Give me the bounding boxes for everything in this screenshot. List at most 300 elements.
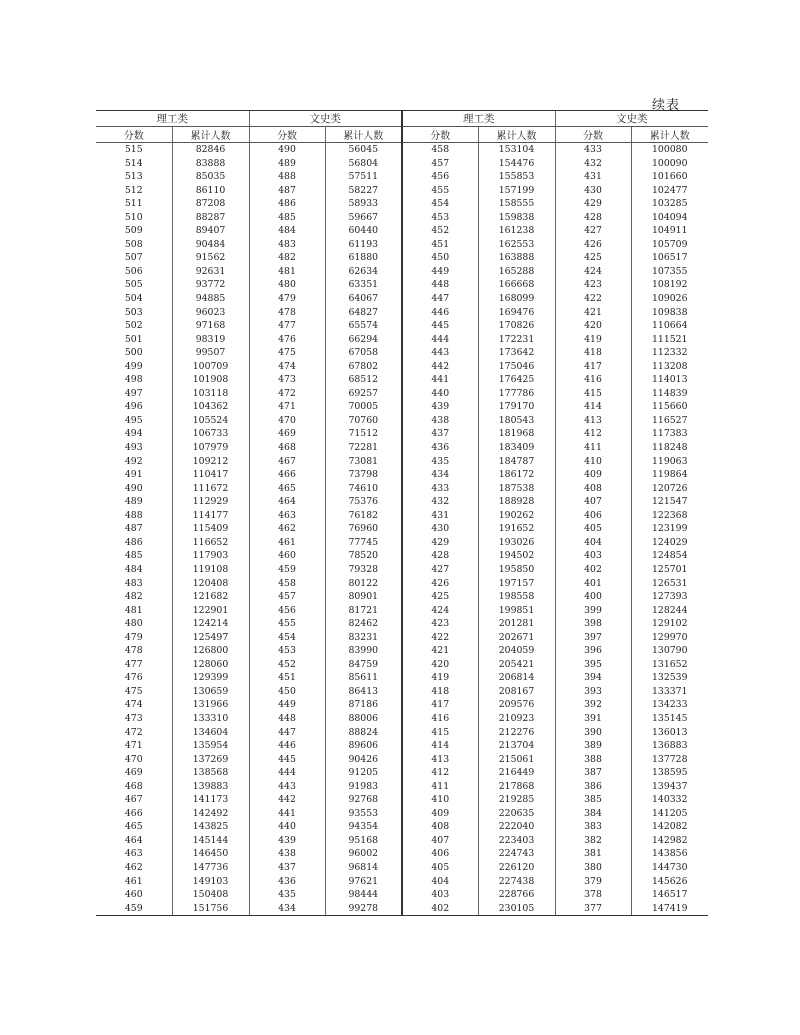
score-cell: 509	[124, 225, 143, 237]
score-cell: 442	[249, 793, 325, 807]
score-cell: 463	[124, 848, 143, 860]
score-cell: 384	[555, 807, 631, 821]
score-cell: 426	[402, 577, 478, 591]
cumulative-count-cell: 99278	[325, 902, 402, 916]
table-row	[96, 509, 708, 523]
score-cell: 497	[124, 387, 143, 399]
score-cell: 475	[249, 346, 325, 360]
score-cell: 443	[249, 780, 325, 794]
score-cell: 449	[402, 265, 478, 279]
cumulative-count-cell: 142982	[631, 834, 708, 848]
cumulative-count-cell: 85035	[172, 170, 249, 184]
score-cell: 483	[249, 238, 325, 252]
score-cell: 466	[249, 468, 325, 482]
cumulative-count-cell: 213704	[478, 739, 555, 753]
cumulative-count-cell: 194502	[478, 549, 555, 563]
score-cell: 452	[402, 224, 478, 238]
cumulative-count-cell: 179170	[478, 400, 555, 414]
score-cell: 462	[249, 522, 325, 536]
table-row	[96, 617, 708, 631]
score-cell: 506	[124, 265, 143, 277]
cumulative-count-cell: 146517	[631, 888, 708, 902]
score-cell: 413	[555, 414, 631, 428]
cumulative-count-cell: 230105	[478, 902, 555, 916]
score-cell: 481	[249, 265, 325, 279]
cumulative-count-cell: 120408	[172, 577, 249, 591]
score-cell: 474	[249, 360, 325, 374]
score-cell: 444	[249, 766, 325, 780]
score-cell: 468	[249, 441, 325, 455]
column-header-cumulative: 累计人数	[631, 127, 708, 143]
cumulative-count-cell: 205421	[478, 658, 555, 672]
cumulative-count-cell: 106517	[631, 251, 708, 265]
cumulative-count-cell: 103118	[172, 387, 249, 401]
score-cell: 411	[555, 441, 631, 455]
cumulative-count-cell: 188928	[478, 495, 555, 509]
score-cell: 440	[402, 387, 478, 401]
score-cell: 416	[555, 373, 631, 387]
score-table	[96, 110, 708, 916]
score-cell: 437	[249, 861, 325, 875]
score-cell: 433	[555, 143, 631, 157]
score-cell: 481	[124, 604, 143, 616]
score-cell: 422	[402, 631, 478, 645]
score-cell: 411	[402, 780, 478, 794]
score-cell: 406	[555, 509, 631, 523]
table-row	[96, 211, 708, 225]
score-cell: 503	[124, 306, 143, 318]
cumulative-count-cell: 125701	[631, 563, 708, 577]
score-cell: 425	[555, 251, 631, 265]
score-cell: 437	[402, 427, 478, 441]
score-cell: 489	[249, 157, 325, 171]
cumulative-count-cell: 145144	[172, 834, 249, 848]
table-row	[96, 577, 708, 591]
cumulative-count-cell: 67058	[325, 346, 402, 360]
cumulative-count-cell: 181968	[478, 427, 555, 441]
group-header-science-right: 理工类	[402, 111, 555, 127]
score-cell: 488	[124, 509, 143, 521]
cumulative-count-cell: 140332	[631, 793, 708, 807]
score-cell: 445	[402, 319, 478, 333]
table-row	[96, 834, 708, 848]
score-cell: 475	[124, 685, 143, 697]
score-cell: 405	[402, 861, 478, 875]
cumulative-count-cell: 220635	[478, 807, 555, 821]
cumulative-count-cell: 228766	[478, 888, 555, 902]
cumulative-count-cell: 111521	[631, 333, 708, 347]
cumulative-count-cell: 143856	[631, 847, 708, 861]
score-cell: 478	[249, 306, 325, 320]
cumulative-count-cell: 136013	[631, 726, 708, 740]
score-cell: 440	[249, 820, 325, 834]
cumulative-count-cell: 158555	[478, 197, 555, 211]
score-cell: 477	[124, 658, 143, 670]
cumulative-count-cell: 88287	[172, 211, 249, 225]
score-cell: 498	[124, 374, 143, 386]
cumulative-count-cell: 64827	[325, 306, 402, 320]
score-cell: 447	[402, 292, 478, 306]
table-row	[96, 820, 708, 834]
cumulative-count-cell: 71512	[325, 427, 402, 441]
score-cell: 382	[555, 834, 631, 848]
cumulative-count-cell: 101908	[172, 373, 249, 387]
cumulative-count-cell: 81721	[325, 604, 402, 618]
cumulative-count-cell: 117903	[172, 549, 249, 563]
cumulative-count-cell: 64067	[325, 292, 402, 306]
cumulative-count-cell: 58933	[325, 197, 402, 211]
score-cell: 392	[555, 698, 631, 712]
score-cell: 442	[402, 360, 478, 374]
cumulative-count-cell: 97168	[172, 319, 249, 333]
cumulative-count-cell: 126800	[172, 644, 249, 658]
table-row	[96, 387, 708, 401]
table-row	[96, 590, 708, 604]
cumulative-count-cell: 137728	[631, 753, 708, 767]
score-cell: 482	[124, 591, 143, 603]
cumulative-count-cell: 73081	[325, 455, 402, 469]
score-cell: 444	[402, 333, 478, 347]
table-body	[96, 143, 708, 916]
cumulative-count-cell: 208167	[478, 685, 555, 699]
score-cell: 407	[555, 495, 631, 509]
table-row	[96, 455, 708, 469]
cumulative-count-cell: 77745	[325, 536, 402, 550]
score-cell: 461	[249, 536, 325, 550]
cumulative-count-cell: 115409	[172, 522, 249, 536]
table-row	[96, 522, 708, 536]
cumulative-count-cell: 99507	[172, 346, 249, 360]
cumulative-count-cell: 117383	[631, 427, 708, 441]
cumulative-count-cell: 119108	[172, 563, 249, 577]
score-cell: 406	[402, 847, 478, 861]
cumulative-count-cell: 227438	[478, 875, 555, 889]
score-cell: 448	[249, 712, 325, 726]
score-cell: 436	[402, 441, 478, 455]
score-cell: 434	[402, 468, 478, 482]
score-cell: 505	[124, 279, 143, 291]
cumulative-count-cell: 123199	[631, 522, 708, 536]
score-cell: 465	[124, 821, 143, 833]
score-cell: 472	[249, 387, 325, 401]
cumulative-count-cell: 146450	[172, 847, 249, 861]
score-cell: 446	[249, 739, 325, 753]
cumulative-count-cell: 138568	[172, 766, 249, 780]
cumulative-count-cell: 159838	[478, 211, 555, 225]
score-cell: 429	[555, 197, 631, 211]
table-row	[96, 333, 708, 347]
score-cell: 441	[402, 373, 478, 387]
cumulative-count-cell: 151756	[172, 902, 249, 916]
score-cell: 458	[249, 577, 325, 591]
cumulative-count-cell: 143825	[172, 820, 249, 834]
score-cell: 387	[555, 766, 631, 780]
cumulative-count-cell: 94354	[325, 820, 402, 834]
score-cell: 463	[249, 509, 325, 523]
score-cell: 416	[402, 712, 478, 726]
score-cell: 431	[402, 509, 478, 523]
score-cell: 421	[555, 306, 631, 320]
cumulative-count-cell: 202671	[478, 631, 555, 645]
cumulative-count-cell: 87186	[325, 698, 402, 712]
score-cell: 378	[555, 888, 631, 902]
cumulative-count-cell: 157199	[478, 184, 555, 198]
cumulative-count-cell: 76960	[325, 522, 402, 536]
cumulative-count-cell: 191652	[478, 522, 555, 536]
table-row	[96, 143, 708, 157]
score-cell: 470	[249, 414, 325, 428]
table-row	[96, 157, 708, 171]
score-cell: 398	[555, 617, 631, 631]
score-cell: 420	[402, 658, 478, 672]
cumulative-count-cell: 193026	[478, 536, 555, 550]
cumulative-count-cell: 89606	[325, 739, 402, 753]
score-cell: 470	[124, 753, 143, 765]
table-row	[96, 671, 708, 685]
cumulative-count-cell: 95168	[325, 834, 402, 848]
score-cell: 513	[124, 171, 143, 183]
cumulative-count-cell: 155853	[478, 170, 555, 184]
table-row	[96, 807, 708, 821]
score-cell: 458	[402, 143, 478, 157]
cumulative-count-cell: 83888	[172, 157, 249, 171]
score-cell: 407	[402, 834, 478, 848]
cumulative-count-cell: 72281	[325, 441, 402, 455]
cumulative-count-cell: 75376	[325, 495, 402, 509]
score-cell: 414	[555, 400, 631, 414]
score-cell: 402	[402, 902, 478, 916]
table-row	[96, 726, 708, 740]
table-row	[96, 346, 708, 360]
cumulative-count-cell: 105524	[172, 414, 249, 428]
cumulative-count-cell: 226120	[478, 861, 555, 875]
score-cell: 467	[124, 794, 143, 806]
cumulative-count-cell: 68512	[325, 373, 402, 387]
cumulative-count-cell: 139883	[172, 780, 249, 794]
cumulative-count-cell: 114839	[631, 387, 708, 401]
score-cell: 480	[124, 618, 143, 630]
score-cell: 472	[124, 726, 143, 738]
score-cell: 462	[124, 861, 143, 873]
score-cell: 479	[249, 292, 325, 306]
cumulative-count-cell: 219285	[478, 793, 555, 807]
score-cell: 471	[249, 400, 325, 414]
cumulative-count-cell: 104094	[631, 211, 708, 225]
score-cell: 455	[249, 617, 325, 631]
cumulative-count-cell: 90426	[325, 753, 402, 767]
cumulative-count-cell: 119063	[631, 455, 708, 469]
score-cell: 452	[249, 658, 325, 672]
score-cell: 426	[555, 238, 631, 252]
score-cell: 381	[555, 847, 631, 861]
table-row	[96, 224, 708, 238]
score-cell: 486	[249, 197, 325, 211]
score-cell: 502	[124, 320, 143, 332]
score-cell: 455	[402, 184, 478, 198]
cumulative-count-cell: 61193	[325, 238, 402, 252]
score-table-container	[96, 110, 706, 916]
score-cell: 419	[555, 333, 631, 347]
cumulative-count-cell: 103285	[631, 197, 708, 211]
score-cell: 512	[124, 184, 143, 196]
cumulative-count-cell: 70760	[325, 414, 402, 428]
cumulative-count-cell: 139437	[631, 780, 708, 794]
score-cell: 396	[555, 644, 631, 658]
score-cell: 492	[124, 455, 143, 467]
score-cell: 469	[249, 427, 325, 441]
cumulative-count-cell: 58227	[325, 184, 402, 198]
score-cell: 499	[124, 360, 143, 372]
cumulative-count-cell: 100709	[172, 360, 249, 374]
column-header-cumulative: 累计人数	[478, 127, 555, 143]
cumulative-count-cell: 60440	[325, 224, 402, 238]
cumulative-count-cell: 163888	[478, 251, 555, 265]
score-cell: 484	[124, 563, 143, 575]
table-row	[96, 360, 708, 374]
column-header-score: 分数	[402, 127, 478, 143]
column-header-score: 分数	[555, 127, 631, 143]
score-cell: 379	[555, 875, 631, 889]
cumulative-count-cell: 222040	[478, 820, 555, 834]
score-cell: 415	[402, 726, 478, 740]
cumulative-count-cell: 83231	[325, 631, 402, 645]
score-cell: 479	[124, 631, 143, 643]
score-cell: 457	[249, 590, 325, 604]
cumulative-count-cell: 93553	[325, 807, 402, 821]
cumulative-count-cell: 128060	[172, 658, 249, 672]
score-cell: 419	[402, 671, 478, 685]
score-cell: 461	[124, 875, 143, 887]
score-cell: 482	[249, 251, 325, 265]
cumulative-count-cell: 131652	[631, 658, 708, 672]
cumulative-count-cell: 65574	[325, 319, 402, 333]
score-cell: 430	[402, 522, 478, 536]
score-cell: 491	[124, 469, 143, 481]
cumulative-count-cell: 135145	[631, 712, 708, 726]
score-cell: 393	[555, 685, 631, 699]
score-cell: 487	[124, 523, 143, 535]
cumulative-count-cell: 59667	[325, 211, 402, 225]
table-row	[96, 278, 708, 292]
score-cell: 386	[555, 780, 631, 794]
score-cell: 423	[555, 278, 631, 292]
cumulative-count-cell: 89407	[172, 224, 249, 238]
cumulative-count-cell: 132539	[631, 671, 708, 685]
table-row	[96, 875, 708, 889]
cumulative-count-cell: 141205	[631, 807, 708, 821]
cumulative-count-cell: 122368	[631, 509, 708, 523]
table-row	[96, 536, 708, 550]
score-cell: 404	[402, 875, 478, 889]
cumulative-count-cell: 126531	[631, 577, 708, 591]
cumulative-count-cell: 76182	[325, 509, 402, 523]
score-cell: 439	[249, 834, 325, 848]
cumulative-count-cell: 74610	[325, 482, 402, 496]
cumulative-count-cell: 215061	[478, 753, 555, 767]
score-cell: 391	[555, 712, 631, 726]
cumulative-count-cell: 131966	[172, 698, 249, 712]
cumulative-count-cell: 83990	[325, 644, 402, 658]
cumulative-count-cell: 144730	[631, 861, 708, 875]
score-cell: 488	[249, 170, 325, 184]
score-cell: 377	[555, 902, 631, 916]
table-row	[96, 658, 708, 672]
cumulative-count-cell: 217868	[478, 780, 555, 794]
score-cell: 395	[555, 658, 631, 672]
cumulative-count-cell: 70005	[325, 400, 402, 414]
cumulative-count-cell: 92768	[325, 793, 402, 807]
cumulative-count-cell: 62634	[325, 265, 402, 279]
cumulative-count-cell: 119864	[631, 468, 708, 482]
score-cell: 412	[555, 427, 631, 441]
score-cell: 445	[249, 753, 325, 767]
score-cell: 435	[402, 455, 478, 469]
score-cell: 490	[124, 482, 143, 494]
score-cell: 422	[555, 292, 631, 306]
score-cell: 412	[402, 766, 478, 780]
cumulative-count-cell: 96814	[325, 861, 402, 875]
cumulative-count-cell: 135954	[172, 739, 249, 753]
cumulative-count-cell: 108192	[631, 278, 708, 292]
score-cell: 434	[249, 902, 325, 916]
cumulative-count-cell: 165288	[478, 265, 555, 279]
table-row	[96, 780, 708, 794]
score-cell: 478	[124, 645, 143, 657]
cumulative-count-cell: 124029	[631, 536, 708, 550]
cumulative-count-cell: 96002	[325, 847, 402, 861]
table-row	[96, 793, 708, 807]
table-row	[96, 847, 708, 861]
score-cell: 397	[555, 631, 631, 645]
cumulative-count-cell: 91983	[325, 780, 402, 794]
cumulative-count-cell: 150408	[172, 888, 249, 902]
cumulative-count-cell: 154476	[478, 157, 555, 171]
table-row	[96, 712, 708, 726]
cumulative-count-cell: 169476	[478, 306, 555, 320]
column-header-score: 分数	[249, 127, 325, 143]
cumulative-count-cell: 98319	[172, 333, 249, 347]
cumulative-count-cell: 113208	[631, 360, 708, 374]
cumulative-count-cell: 190262	[478, 509, 555, 523]
table-row	[96, 739, 708, 753]
score-cell: 430	[555, 184, 631, 198]
score-cell: 420	[555, 319, 631, 333]
table-row	[96, 604, 708, 618]
cumulative-count-cell: 90484	[172, 238, 249, 252]
score-cell: 490	[249, 143, 325, 157]
table-row	[96, 861, 708, 875]
score-cell: 401	[555, 577, 631, 591]
score-cell: 389	[555, 739, 631, 753]
cumulative-count-cell: 102477	[631, 184, 708, 198]
cumulative-count-cell: 85611	[325, 671, 402, 685]
cumulative-count-cell: 133371	[631, 685, 708, 699]
cumulative-count-cell: 141173	[172, 793, 249, 807]
score-cell: 431	[555, 170, 631, 184]
cumulative-count-cell: 206814	[478, 671, 555, 685]
score-cell: 413	[402, 753, 478, 767]
cumulative-count-cell: 56804	[325, 157, 402, 171]
score-cell: 476	[249, 333, 325, 347]
cumulative-count-cell: 63351	[325, 278, 402, 292]
score-cell: 415	[555, 387, 631, 401]
table-row	[96, 495, 708, 509]
cumulative-count-cell: 186172	[478, 468, 555, 482]
score-cell: 424	[555, 265, 631, 279]
score-cell: 383	[555, 820, 631, 834]
score-cell: 439	[402, 400, 478, 414]
table-row	[96, 292, 708, 306]
